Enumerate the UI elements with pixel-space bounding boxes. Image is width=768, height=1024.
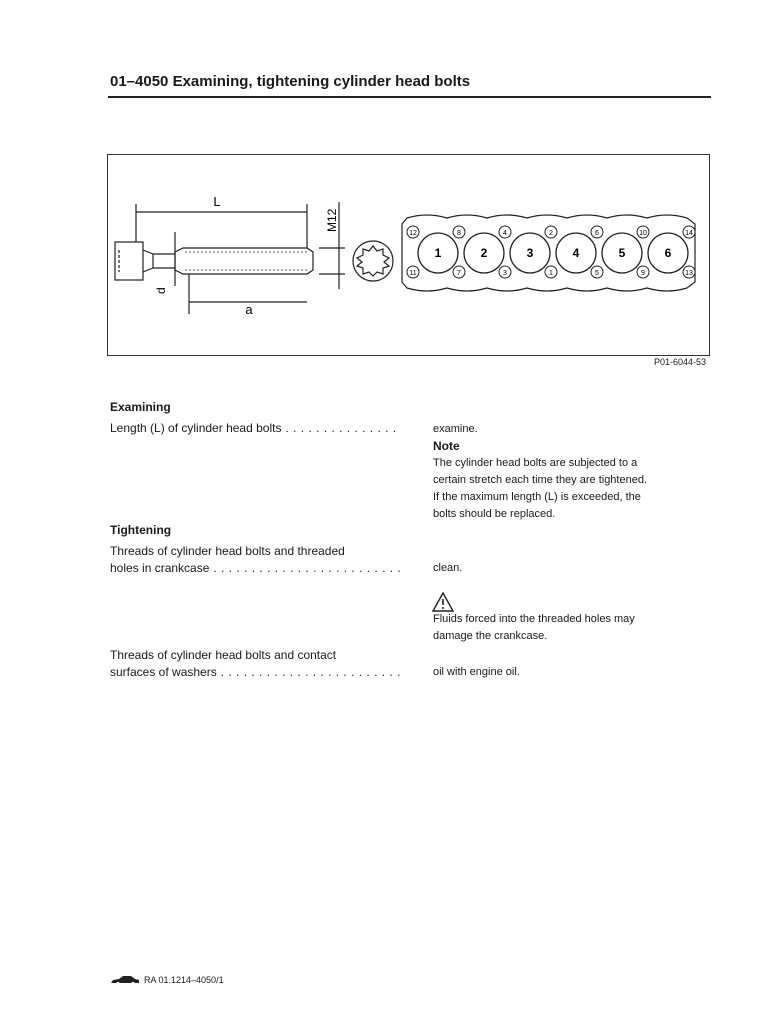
leader-dots: [213, 560, 401, 577]
note-line: The cylinder head bolts are subjected to a: [433, 457, 638, 469]
examining-action: examine.: [433, 423, 478, 435]
tightening-action-2: oil with engine oil.: [433, 666, 520, 678]
item-text: surfaces of washers: [110, 665, 217, 679]
bolt-number: 13: [685, 270, 693, 277]
tightening-item-2: [110, 647, 405, 681]
bolt-number: 10: [639, 230, 647, 237]
warning-triangle-icon: [432, 592, 454, 612]
bolt-number: 6: [595, 230, 599, 237]
tightening-item-1: [110, 543, 405, 577]
item-text: holes in crankcase: [110, 561, 210, 575]
examining-heading: Examining: [110, 400, 171, 414]
bolt-number: 14: [685, 230, 693, 237]
bolt-number: 7: [457, 270, 461, 277]
warning-line: Fluids forced into the threaded holes may: [433, 613, 635, 625]
cylinder-number: 6: [664, 246, 672, 260]
bolt-number: 4: [503, 230, 507, 237]
cylinder-number: 4: [572, 246, 580, 260]
title-rule: [108, 96, 711, 98]
note-line: certain stretch each time they are tightened.: [433, 474, 648, 486]
bolt-number: 5: [595, 270, 599, 277]
figure-code: P01-6044-53: [653, 357, 706, 367]
bolt-number: 12: [409, 230, 417, 237]
leader-dots: [221, 664, 401, 681]
spline-head-icon: [353, 241, 393, 281]
cylinder-number: 1: [434, 246, 442, 260]
leader-dots: [285, 420, 401, 437]
item-text: Threads of cylinder head bolts and contact: [110, 648, 337, 662]
label-M12: M12: [325, 208, 339, 232]
item-text: Threads of cylinder head bolts and threaded: [110, 544, 345, 558]
warning-line: damage the crankcase.: [433, 630, 548, 642]
tightening-action-1: clean.: [433, 562, 463, 574]
examining-item: [110, 420, 405, 437]
footer: [110, 975, 224, 985]
note-label: Note: [433, 439, 460, 453]
bolt-number: 9: [641, 270, 645, 277]
page-title: 01–4050 Examining, tightening cylinder head bolts: [110, 73, 471, 90]
examining-item-text: Length (L) of cylinder head bolts: [110, 421, 282, 435]
cylinder-number: 3: [526, 246, 534, 260]
bolt-number: 1: [549, 270, 553, 277]
warning-text: [433, 611, 708, 645]
note-line: If the maximum length (L) is exceeded, the: [433, 491, 641, 503]
bolt-positions: [407, 226, 695, 278]
bolt-number: 8: [457, 230, 461, 237]
cylinder-number: 2: [480, 246, 488, 260]
tightening-heading: Tightening: [110, 523, 172, 537]
label-d: d: [154, 287, 168, 294]
examining-action-block: [433, 421, 708, 523]
label-a: a: [245, 302, 253, 317]
bolt-diagram: [107, 154, 710, 356]
note-line: bolts should be replaced.: [433, 508, 556, 520]
label-L: L: [213, 194, 221, 209]
bolt-drawing: [115, 202, 345, 314]
bolt-number: 3: [503, 270, 507, 277]
cylinder-number: 5: [618, 246, 626, 260]
bolt-number: 2: [549, 230, 553, 237]
footer-ref: RA 01.1214–4050/1: [144, 975, 224, 985]
car-logo-icon: [110, 975, 140, 985]
bolt-number: 11: [409, 270, 417, 277]
